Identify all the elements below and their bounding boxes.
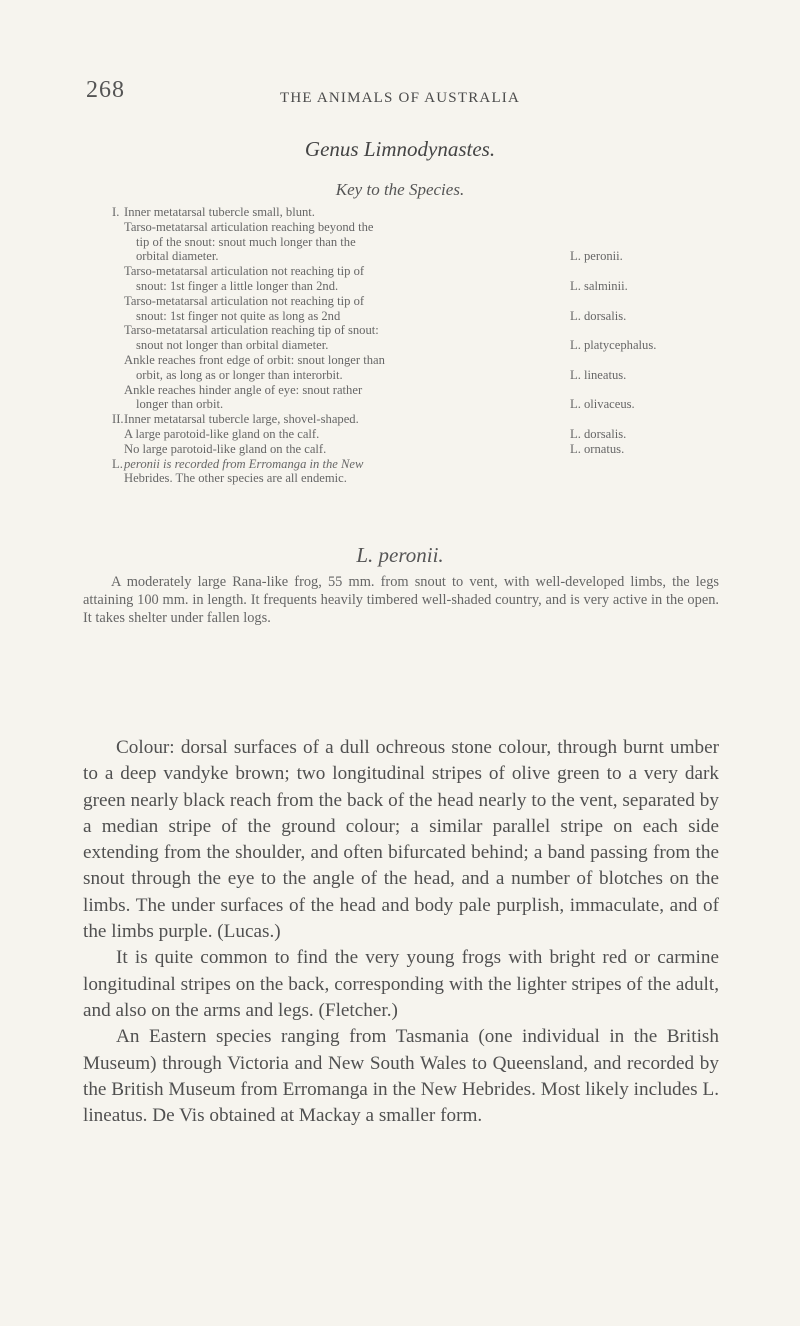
key-text: Tarso-metatarsal articulation not reaching tip of: [124, 293, 365, 308]
key-text: snout: 1st finger a little longer than 2nd.: [136, 278, 339, 293]
key-text: longer than orbit.: [136, 397, 224, 412]
key-text: Inner metatarsal tubercle large, shovel-shaped.: [124, 412, 359, 427]
key-line: [112, 294, 732, 309]
key-text: Ankle reaches hinder angle of eye: snout rather: [124, 382, 363, 397]
key-line: [112, 427, 732, 442]
key-line: [112, 279, 732, 294]
key-line: [112, 471, 732, 486]
key-text: orbital diameter.: [136, 249, 219, 264]
running-head: THE ANIMALS OF AUSTRALIA: [279, 90, 521, 106]
key-line: [112, 412, 732, 427]
intro-text: A moderately large Rana-like frog, 55 mm. from snout to vent, with well-developed limbs, the legs attaining 100 mm. in length. It frequents heavily timbered well-shaded country, and is very active in the open. It takes shelter under fallen logs.: [83, 574, 719, 626]
key-line: [112, 338, 732, 353]
key-species: L. platycephalus.: [570, 338, 657, 353]
key-species: L. dorsalis.: [570, 308, 627, 323]
key-species: L. olivaceus.: [570, 397, 635, 412]
colour-paragraph: Colour: dorsal surfaces of a dull ochreous stone colour, through burnt umber to a deep vandyke brown; two longitudinal stripes of olive green to a very dark green nearly black reach from the back of the head nearly to the vent, separated by a median stripe of the ground colour; a similar parallel stripe on each side extending from the shoulder, and often bifurcated behind; a band passing from the snout through the eye to the angle of the head, and a number of blotches on the limbs. The under surfaces of the head and body pale purplish, immaculate, and of the limbs purple. (Lucas.): [83, 737, 719, 943]
key-text: Inner metatarsal tubercle small, blunt.: [124, 205, 315, 219]
key-text: Tarso-metatarsal articulation reaching beyond the: [124, 219, 374, 234]
key-number: I.: [112, 205, 120, 219]
key-text: A large parotoid-like gland on the calf.: [124, 426, 320, 441]
key-line: [112, 309, 732, 324]
key-line: [112, 235, 732, 250]
key-text: snout: 1st finger not quite as long as 2nd: [136, 308, 341, 323]
key-line: [112, 220, 732, 235]
key-number: L.: [112, 456, 123, 471]
key-text: Hebrides. The other species are all endemic.: [124, 471, 347, 486]
page-number: 268: [86, 77, 125, 103]
key-species: L. ornatus.: [570, 441, 625, 456]
key-text: Tarso-metatarsal articulation reaching tip of snout:: [124, 323, 379, 338]
key-line: [112, 323, 732, 338]
key-line: [112, 457, 732, 472]
key-text: snout not longer than orbital diameter.: [136, 338, 329, 353]
key-text: peronii is recorded from Erromanga in the New: [124, 456, 364, 471]
key-text: No large parotoid-like gland on the calf.: [124, 441, 327, 456]
key-line: [112, 383, 732, 398]
key-text: orbit, as long as or longer than interorbit.: [136, 367, 343, 382]
key-line: [112, 442, 732, 457]
genus-title: Genus Limnodynastes.: [304, 137, 496, 161]
key-text: Tarso-metatarsal articulation not reaching tip of: [124, 264, 365, 279]
key-line: [112, 397, 732, 412]
key-species: L. peronii.: [570, 249, 623, 264]
young-frogs-paragraph: It is quite common to find the very young frogs with bright red or carmine longitudinal stripes on the back, corresponding with the lighter stripes of the adult, and also on the arms and legs. (Fletcher.): [83, 947, 719, 1021]
key-species: L. salminii.: [570, 278, 628, 293]
key-line: [112, 353, 732, 368]
body-text: [83, 735, 719, 1129]
key-text: tip of the snout: snout much longer than the: [136, 234, 356, 249]
key-line: [112, 264, 732, 279]
key-line: [112, 368, 732, 383]
species-heading: L. peronii.: [356, 543, 444, 567]
key-number: II.: [112, 412, 124, 427]
key-title: Key to the Species.: [335, 180, 465, 199]
species-key: [112, 205, 732, 486]
key-species: L. dorsalis.: [570, 426, 627, 441]
key-text: Ankle reaches front edge of orbit: snout longer than: [124, 352, 385, 367]
intro-paragraph: [83, 573, 719, 627]
key-line: [112, 205, 732, 220]
distribution-paragraph: An Eastern species ranging from Tasmania (one individual in the British Museum) through Victoria and New South Wales to Queensland, and recorded by the British Museum from Erromanga in the New Hebrides. Most likely includes L. lineatus. De Vis obtained at Mackay a smaller form.: [83, 1026, 719, 1127]
key-species: L. lineatus.: [570, 367, 627, 382]
key-line: [112, 249, 732, 264]
